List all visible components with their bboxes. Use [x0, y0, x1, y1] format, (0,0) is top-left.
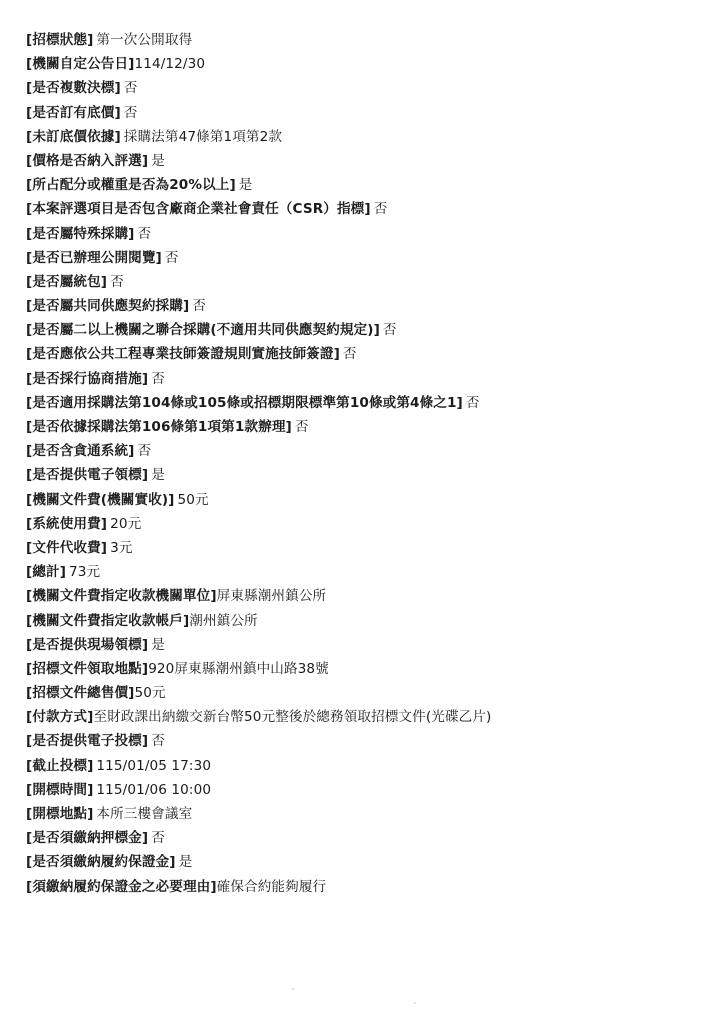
detail-label: [招標狀態]: [26, 32, 94, 48]
detail-row: [26, 469, 706, 483]
detail-row: [26, 445, 706, 459]
detail-label: [是否已辦理公開閱覽]: [26, 249, 162, 266]
detail-value: 本所三樓會議室: [96, 806, 193, 822]
detail-row: [26, 687, 706, 701]
detail-value: 3元: [110, 539, 133, 556]
detail-row: [26, 878, 706, 895]
detail-label: [是否屬特殊採購]: [26, 225, 135, 242]
detail-label: [招標文件領取地點]: [26, 660, 149, 677]
detail-row: [26, 370, 706, 387]
detail-value: 採購法第47條第1項第2款: [123, 128, 283, 145]
detail-row: [26, 757, 706, 774]
detail-label: [是否須繳納押標金]: [26, 830, 149, 847]
detail-label: [機關自定公告日]: [26, 56, 135, 73]
detail-row: [26, 539, 706, 556]
detail-label: [招標文件總售價]: [26, 685, 135, 702]
detail-label: [機關文件費(機關實收)]: [26, 491, 175, 508]
detail-value: 114/12/30: [134, 56, 206, 73]
detail-row: [26, 34, 706, 48]
detail-label: [截止投標]: [26, 757, 94, 774]
detail-value: 否: [137, 225, 152, 242]
detail-row: [26, 324, 706, 338]
detail-row: [26, 832, 706, 846]
detail-label: [是否提供電子領標]: [26, 467, 149, 484]
detail-row: [26, 300, 706, 314]
detail-label: [文件代收費]: [26, 539, 108, 556]
detail-row: [26, 491, 706, 508]
detail-row: [26, 273, 706, 290]
detail-value: 潮州鎮公所: [189, 612, 258, 629]
detail-row: [26, 249, 706, 266]
detail-value: 否: [151, 830, 165, 847]
detail-label: [機關文件費指定收款機關單位]: [26, 588, 217, 605]
detail-row: [26, 203, 706, 217]
detail-row: [26, 348, 706, 362]
detail-row: [26, 58, 706, 72]
detail-value: 至財政課出納繳交新台幣50元整後於總務領取招標文件(光碟乙片): [93, 709, 492, 726]
detail-row: [26, 590, 706, 604]
detail-label: [付款方式]: [26, 709, 94, 726]
detail-value: 否: [123, 80, 138, 97]
detail-row: [26, 856, 706, 870]
detail-label: [是否屬二以上機關之聯合採購(不適用共同供應契約規定)]: [26, 322, 380, 339]
scan-speck: [414, 1002, 416, 1004]
detail-label: [所占配分或權重是否為20%以上]: [26, 177, 236, 194]
detail-value: 否: [382, 322, 397, 339]
detail-value: 是: [151, 467, 165, 484]
detail-value: 否: [137, 443, 152, 460]
detail-row: [26, 104, 706, 121]
detail-label: [是否屬統包]: [26, 273, 108, 290]
detail-value: 否: [294, 419, 309, 435]
detail-value: 是: [178, 854, 193, 871]
detail-label: [是否採行協商措施]: [26, 370, 149, 387]
detail-value: 否: [110, 273, 124, 290]
detail-row: [26, 515, 706, 532]
detail-label: [未訂底價依據]: [26, 128, 121, 145]
detail-value: 73元: [69, 564, 101, 581]
detail-value: 否: [151, 733, 165, 750]
detail-value: 否: [123, 104, 138, 121]
detail-row: [26, 566, 706, 580]
detail-label: [是否適用採購法第104條或105條或招標期限標準第10條或第4條之1]: [26, 394, 463, 411]
detail-label: [系統使用費]: [26, 515, 108, 532]
tender-detail-list: [26, 34, 706, 905]
detail-label: [是否屬共同供應契約採購]: [26, 298, 190, 315]
detail-value: 否: [192, 298, 206, 315]
detail-label: [須繳納履約保證金之必要理由]: [26, 878, 217, 895]
scan-speck: [292, 988, 294, 990]
detail-row: [26, 128, 706, 145]
detail-label: [是否訂有底價]: [26, 104, 121, 121]
detail-row: [26, 660, 706, 677]
detail-label: [本案評選項目是否包含廠商企業社會責任（CSR）指標]: [26, 201, 371, 218]
detail-value: 確保合約能夠履行: [216, 878, 327, 895]
detail-value: 第一次公開取得: [96, 32, 193, 48]
detail-label: [是否提供現場領標]: [26, 636, 149, 653]
detail-value: 50元: [177, 491, 209, 508]
detail-row: [26, 711, 706, 725]
detail-row: [26, 421, 706, 435]
detail-label: [是否複數決標]: [26, 80, 121, 97]
detail-label: [是否提供電子投標]: [26, 733, 149, 750]
detail-row: [26, 781, 706, 798]
detail-row: [26, 735, 706, 749]
detail-label: [價格是否納入評選]: [26, 152, 149, 169]
detail-row: [26, 179, 706, 193]
detail-row: [26, 808, 706, 822]
detail-value: 115/01/06 10:00: [96, 781, 212, 798]
detail-label: [開標時間]: [26, 781, 94, 798]
detail-value: 920屏東縣潮州鎮中山路38號: [148, 660, 329, 677]
detail-label: [開標地點]: [26, 806, 94, 822]
detail-row: [26, 152, 706, 169]
detail-row: [26, 82, 706, 96]
detail-value: 屏東縣潮州鎮公所: [216, 588, 327, 605]
detail-value: 否: [164, 249, 179, 266]
detail-row: [26, 612, 706, 629]
detail-label: [總計]: [26, 564, 67, 581]
detail-value: 115/01/05 17:30: [96, 757, 212, 774]
detail-value: 是: [151, 636, 165, 653]
detail-value: 否: [342, 346, 357, 363]
detail-value: 是: [238, 177, 253, 194]
detail-value: 20元: [110, 515, 142, 532]
detail-value: 是: [151, 152, 165, 169]
detail-row: [26, 636, 706, 653]
detail-label: [是否應依公共工程專業技師簽證規則實施技師簽證]: [26, 346, 340, 363]
detail-label: [是否依據採購法第106條第1項第1款辦理]: [26, 419, 292, 435]
detail-label: [機關文件費指定收款帳戶]: [26, 612, 190, 629]
detail-value: 否: [373, 201, 388, 218]
detail-value: 50元: [134, 685, 166, 702]
detail-value: 否: [465, 394, 480, 411]
detail-row: [26, 225, 706, 242]
detail-label: [是否須繳納履約保證金]: [26, 854, 176, 871]
detail-value: 否: [151, 370, 165, 387]
detail-row: [26, 394, 706, 411]
detail-label: [是否含貪通系統]: [26, 443, 135, 460]
